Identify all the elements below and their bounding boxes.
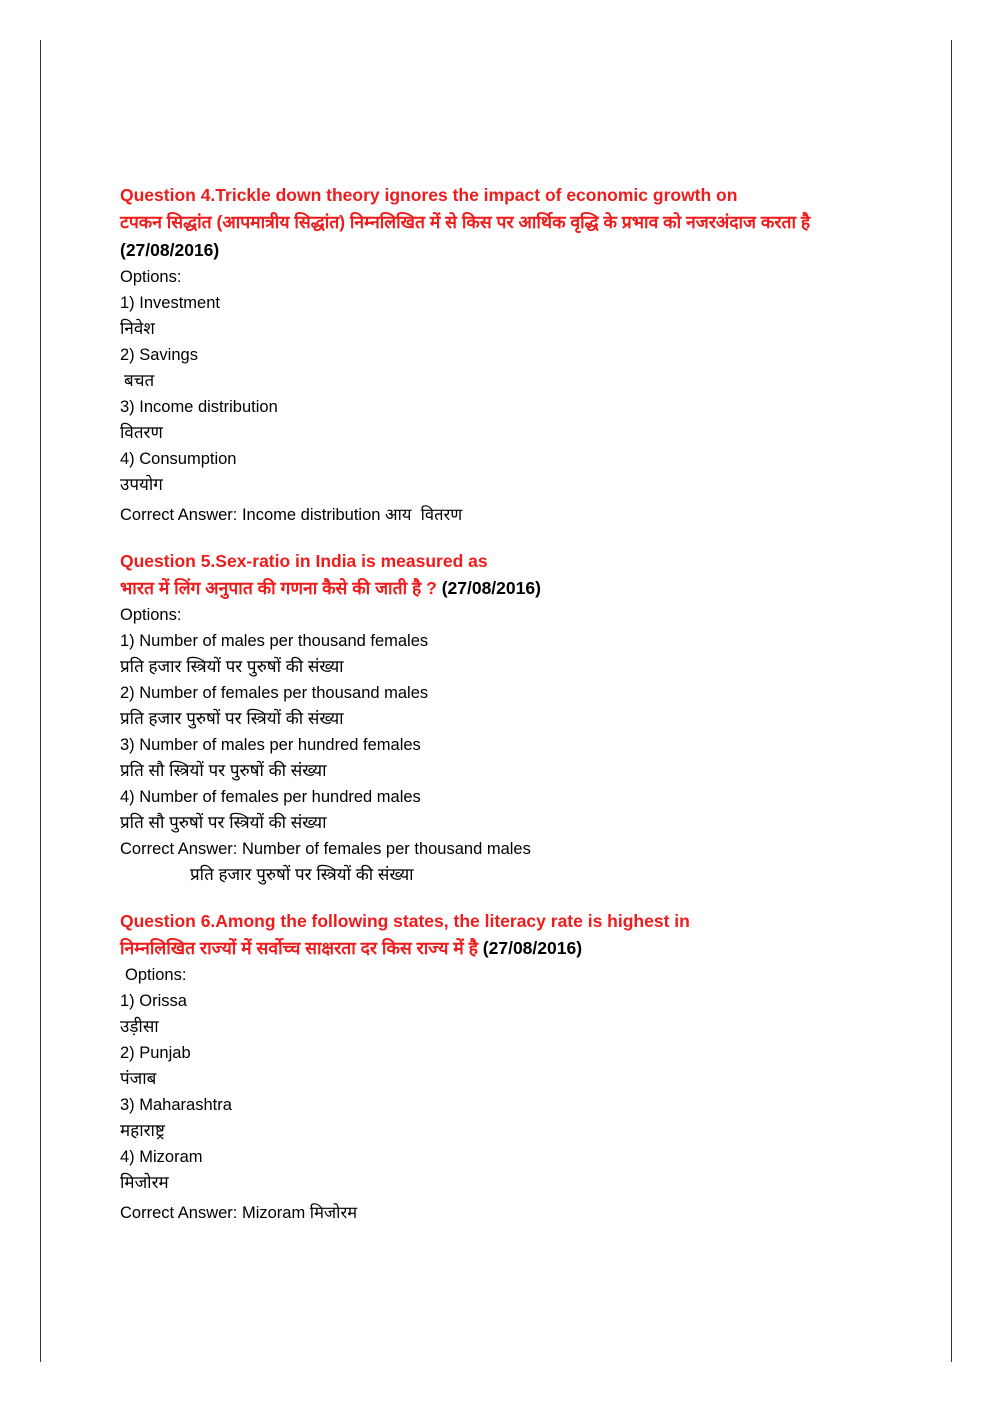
question-hindi-text: टपकन सिद्धांत (आपमात्रीय सिद्धांत) निम्नलिखित में से किस पर आर्थिक वृद्धि के प्रभाव को नजरअंदाज करता है <box>120 212 811 232</box>
page-border-left <box>40 40 41 1362</box>
question-date: (27/08/2016) <box>120 240 220 260</box>
options-label: Options: <box>125 966 187 984</box>
page-border-right <box>951 40 952 1362</box>
option-1-hi: प्रति हजार स्त्रियों पर पुरुषों की संख्या <box>120 657 344 676</box>
document-body <box>120 182 900 1246</box>
options-label: Options: <box>120 606 182 624</box>
option-2-en: 2) Number of females per thousand males <box>120 684 429 702</box>
question-4 <box>120 182 900 528</box>
option-4-en: 4) Mizoram <box>120 1148 203 1166</box>
correct-answer: Correct Answer: Number of females per thousand males <box>120 840 531 858</box>
option-1-hi: उड़ीसा <box>120 1017 159 1036</box>
option-3-hi: प्रति सौ स्त्रियों पर पुरुषों की संख्या <box>120 761 327 780</box>
option-2-hi: बचत <box>124 371 155 390</box>
question-title: Question 6.Among the following states, the literacy rate is highest in <box>120 911 690 931</box>
option-4-hi: मिजोरम <box>120 1173 169 1192</box>
question-6 <box>120 908 900 1226</box>
option-3-en: 3) Income distribution <box>120 398 278 416</box>
option-4-en: 4) Number of females per hundred males <box>120 788 421 806</box>
option-3-en: 3) Maharashtra <box>120 1096 232 1114</box>
option-3-hi: वितरण <box>120 423 163 442</box>
option-4-hi: उपयोग <box>120 475 163 494</box>
option-2-en: 2) Savings <box>120 346 198 364</box>
question-title-hindi <box>120 208 900 264</box>
option-2-hi: पंजाब <box>120 1069 157 1088</box>
question-date: (27/08/2016) <box>441 578 541 598</box>
option-4-hi: प्रति सौ पुरुषों पर स्त्रियों की संख्या <box>120 813 327 832</box>
question-date: (27/08/2016) <box>482 938 583 958</box>
question-title: Question 5.Sex-ratio in India is measured as <box>120 551 488 571</box>
question-hindi-text: भारत में लिंग अनुपात की गणना कैसे की जाती है ? <box>120 578 437 598</box>
question-title: Question 4.Trickle down theory ignores the impact of economic growth on <box>120 185 738 205</box>
question-title-hindi <box>120 574 900 602</box>
correct-answer: Correct Answer: Mizoram मिजोरम <box>120 1204 358 1222</box>
correct-answer-hindi: प्रति हजार पुरुषों पर स्त्रियों की संख्या <box>190 865 414 884</box>
question-hindi-text: निम्नलिखित राज्यों में सर्वोच्च साक्षरता दर किस राज्य में है <box>120 938 478 958</box>
option-1-en: 1) Investment <box>120 294 220 312</box>
options-label: Options: <box>120 268 182 286</box>
option-2-hi: प्रति हजार पुरुषों पर स्त्रियों की संख्या <box>120 709 344 728</box>
question-title-hindi <box>120 934 900 962</box>
option-1-en: 1) Number of males per thousand females <box>120 632 429 650</box>
option-3-en: 3) Number of males per hundred females <box>120 736 421 754</box>
option-4-en: 4) Consumption <box>120 450 237 468</box>
option-1-en: 1) Orissa <box>120 992 187 1010</box>
correct-answer: Correct Answer: Income distribution आय वितरण <box>120 506 463 524</box>
option-2-en: 2) Punjab <box>120 1044 191 1062</box>
option-3-hi: महाराष्ट्र <box>120 1121 165 1140</box>
option-1-hi: निवेश <box>120 319 155 338</box>
question-5 <box>120 548 900 888</box>
